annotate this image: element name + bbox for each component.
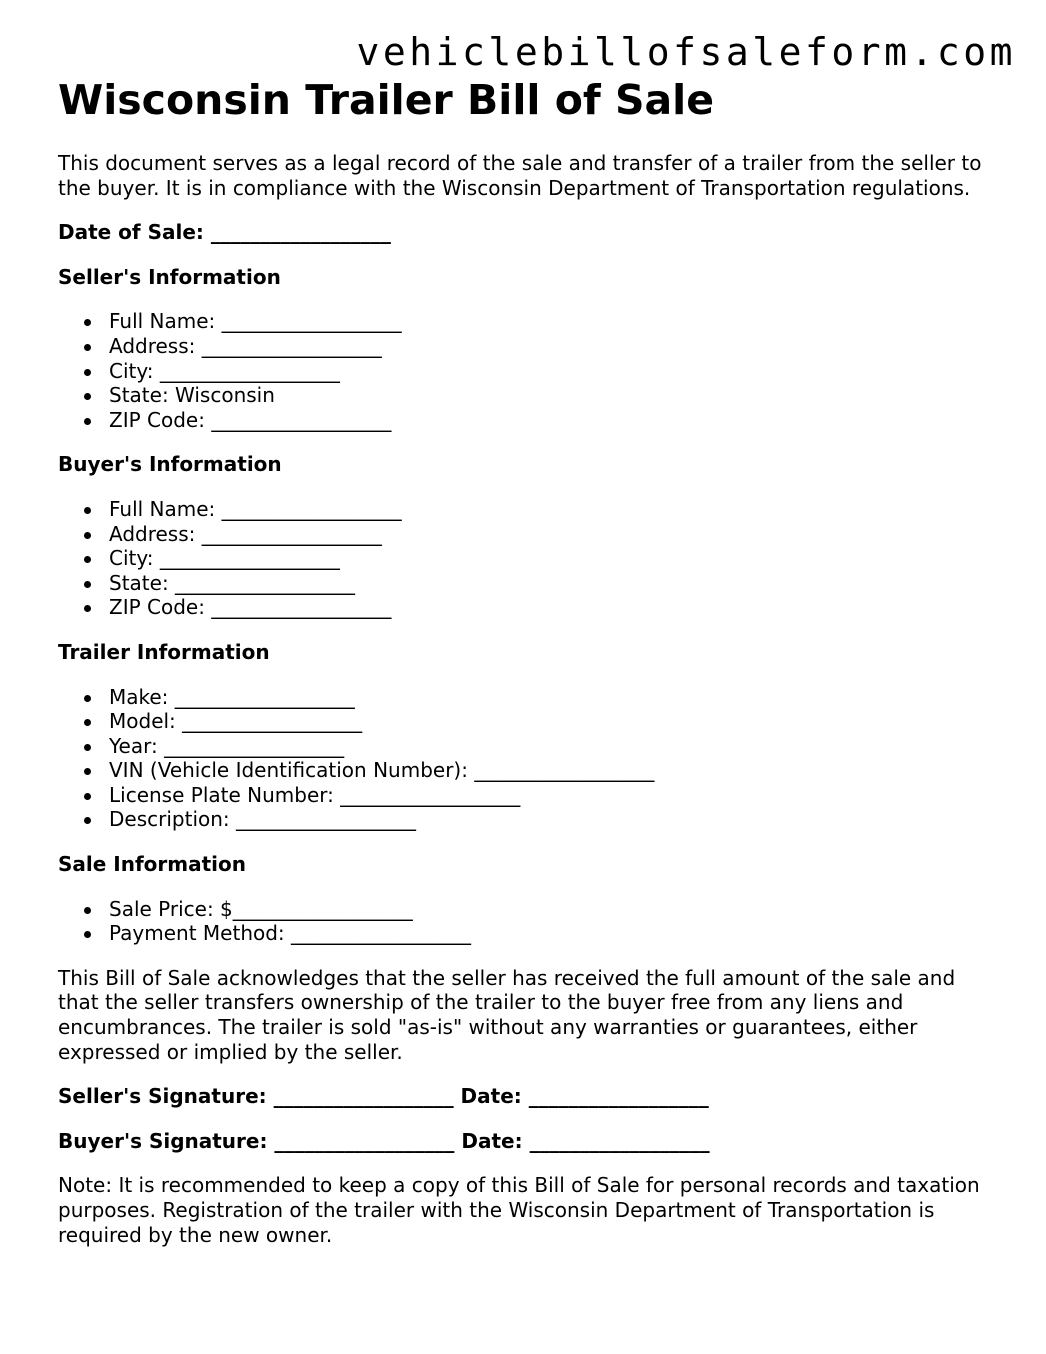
document-body bbox=[58, 76, 998, 1247]
buyer-heading: Buyer's Information bbox=[58, 452, 282, 477]
buyer-state-field: State: __________________ bbox=[109, 571, 998, 596]
note-paragraph: Note: It is recommended to keep a copy of this Bill of Sale for personal records and taxation purposes. Registration of the trailer with the Wisconsin Department of Transportation is required by the new owner. bbox=[58, 1173, 980, 1247]
seller-signature-line: Seller's Signature: __________________ Date: __________________ bbox=[58, 1084, 709, 1109]
seller-full-name-field: Full Name: __________________ bbox=[109, 309, 998, 334]
trailer-make-field: Make: __________________ bbox=[109, 685, 998, 710]
seller-city-field: City: __________________ bbox=[109, 359, 998, 384]
trailer-list bbox=[58, 685, 998, 833]
buyer-zip-field: ZIP Code: __________________ bbox=[109, 595, 998, 620]
acknowledgment-paragraph: This Bill of Sale acknowledges that the seller has received the full amount of the sale and that the seller transfers ownership of the trailer to the buyer free from any liens and encumbrances. The trailer is sold "as-is" without any warranties or guarantees, either expressed or implied by the seller. bbox=[58, 965, 956, 1064]
trailer-description-field: Description: __________________ bbox=[109, 807, 998, 832]
trailer-vin-field: VIN (Vehicle Identification Number): __________________ bbox=[109, 758, 998, 783]
buyer-signature-line: Buyer's Signature: __________________ Date: __________________ bbox=[58, 1128, 710, 1153]
buyer-address-field: Address: __________________ bbox=[109, 522, 998, 547]
document-title: Wisconsin Trailer Bill of Sale bbox=[58, 76, 715, 124]
sale-heading: Sale Information bbox=[58, 852, 246, 877]
seller-state-field: State: Wisconsin bbox=[109, 383, 998, 408]
seller-zip-field: ZIP Code: __________________ bbox=[109, 408, 998, 433]
seller-address-field: Address: __________________ bbox=[109, 334, 998, 359]
trailer-heading: Trailer Information bbox=[58, 639, 270, 664]
date-of-sale-field: Date of Sale: __________________ bbox=[58, 220, 391, 245]
intro-paragraph: This document serves as a legal record of the sale and transfer of a trailer from the seller to the buyer. It is in compliance with the Wisconsin Department of Transportation regulations. bbox=[58, 151, 982, 200]
buyer-full-name-field: Full Name: __________________ bbox=[109, 497, 998, 522]
payment-method-field: Payment Method: __________________ bbox=[109, 921, 998, 946]
sale-list bbox=[58, 897, 998, 946]
seller-list bbox=[58, 309, 998, 432]
buyer-list bbox=[58, 497, 998, 620]
trailer-year-field: Year: __________________ bbox=[109, 734, 998, 759]
trailer-plate-field: License Plate Number: __________________ bbox=[109, 783, 998, 808]
seller-heading: Seller's Information bbox=[58, 264, 281, 289]
sale-price-field: Sale Price: $__________________ bbox=[109, 897, 998, 922]
watermark: vehiclebillofsaleform.com bbox=[356, 30, 1016, 74]
trailer-model-field: Model: __________________ bbox=[109, 709, 998, 734]
buyer-city-field: City: __________________ bbox=[109, 546, 998, 571]
